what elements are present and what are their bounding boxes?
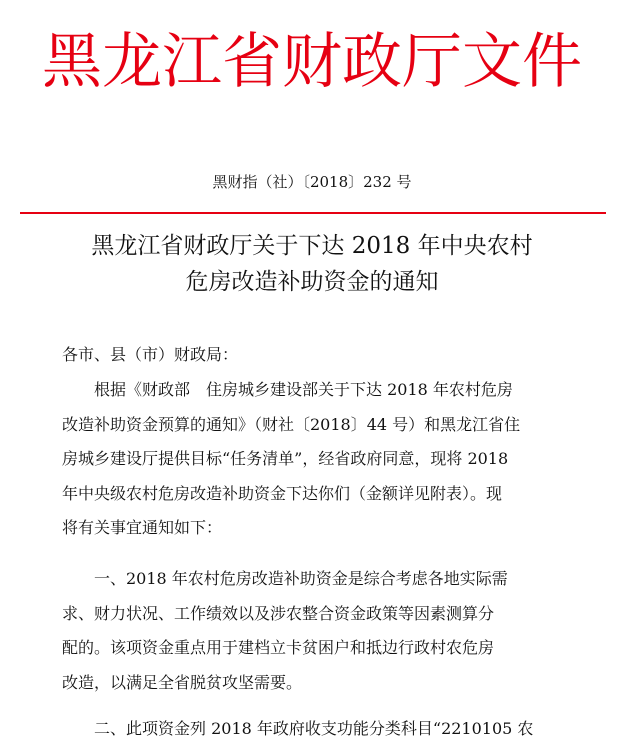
salutation: 各市、县（市）财政局： [62, 345, 239, 364]
paragraph-line: 配的。该项资金重点用于建档立卡贫困户和抵边行政村农危房 [62, 638, 495, 657]
paragraph-line: 一、2018 年农村危房改造补助资金是综合考虑各地实际需 [62, 569, 508, 588]
document-title [0, 228, 624, 300]
paragraph-line: 根据《财政部 住房城乡建设部关于下达 2018 年农村危房 [62, 380, 513, 399]
paragraph-line: 改造，以满足全省脱贫攻坚需要。 [62, 672, 303, 692]
paragraph-item-one [62, 562, 582, 700]
paragraph-line: 年中央级农村危房改造补助资金下达你们（金额详见附表）。现 [62, 483, 503, 503]
document-title-line: 危房改造补助资金的通知 [185, 269, 439, 295]
paragraph-line: 改造补助资金预算的通知》（财社〔2018〕44 号）和黑龙江省住 [62, 414, 521, 434]
paragraph-line: 求、财力状况、工作绩效以及涉农整合资金政策等因素测算分 [62, 603, 495, 623]
red-rule-divider [20, 212, 606, 214]
document-title-line: 黑龙江省财政厅关于下达 2018 年中央农村 [91, 233, 533, 259]
paragraph-item-two [62, 712, 582, 747]
header-title: 黑龙江省财政厅文件 [42, 27, 582, 97]
paragraph-line: 二、此项资金列 2018 年政府收支功能分类科目“2210105 农 [62, 719, 534, 738]
paragraph-intro [62, 373, 582, 546]
paragraph-line: 房城乡建设厅提供目标“任务清单”，经省政府同意，现将 2018 [62, 449, 509, 468]
document-number: 黑财指（社）〔2018〕232 号 [212, 173, 412, 191]
paragraph-line: 将有关事宜通知如下： [62, 518, 223, 537]
